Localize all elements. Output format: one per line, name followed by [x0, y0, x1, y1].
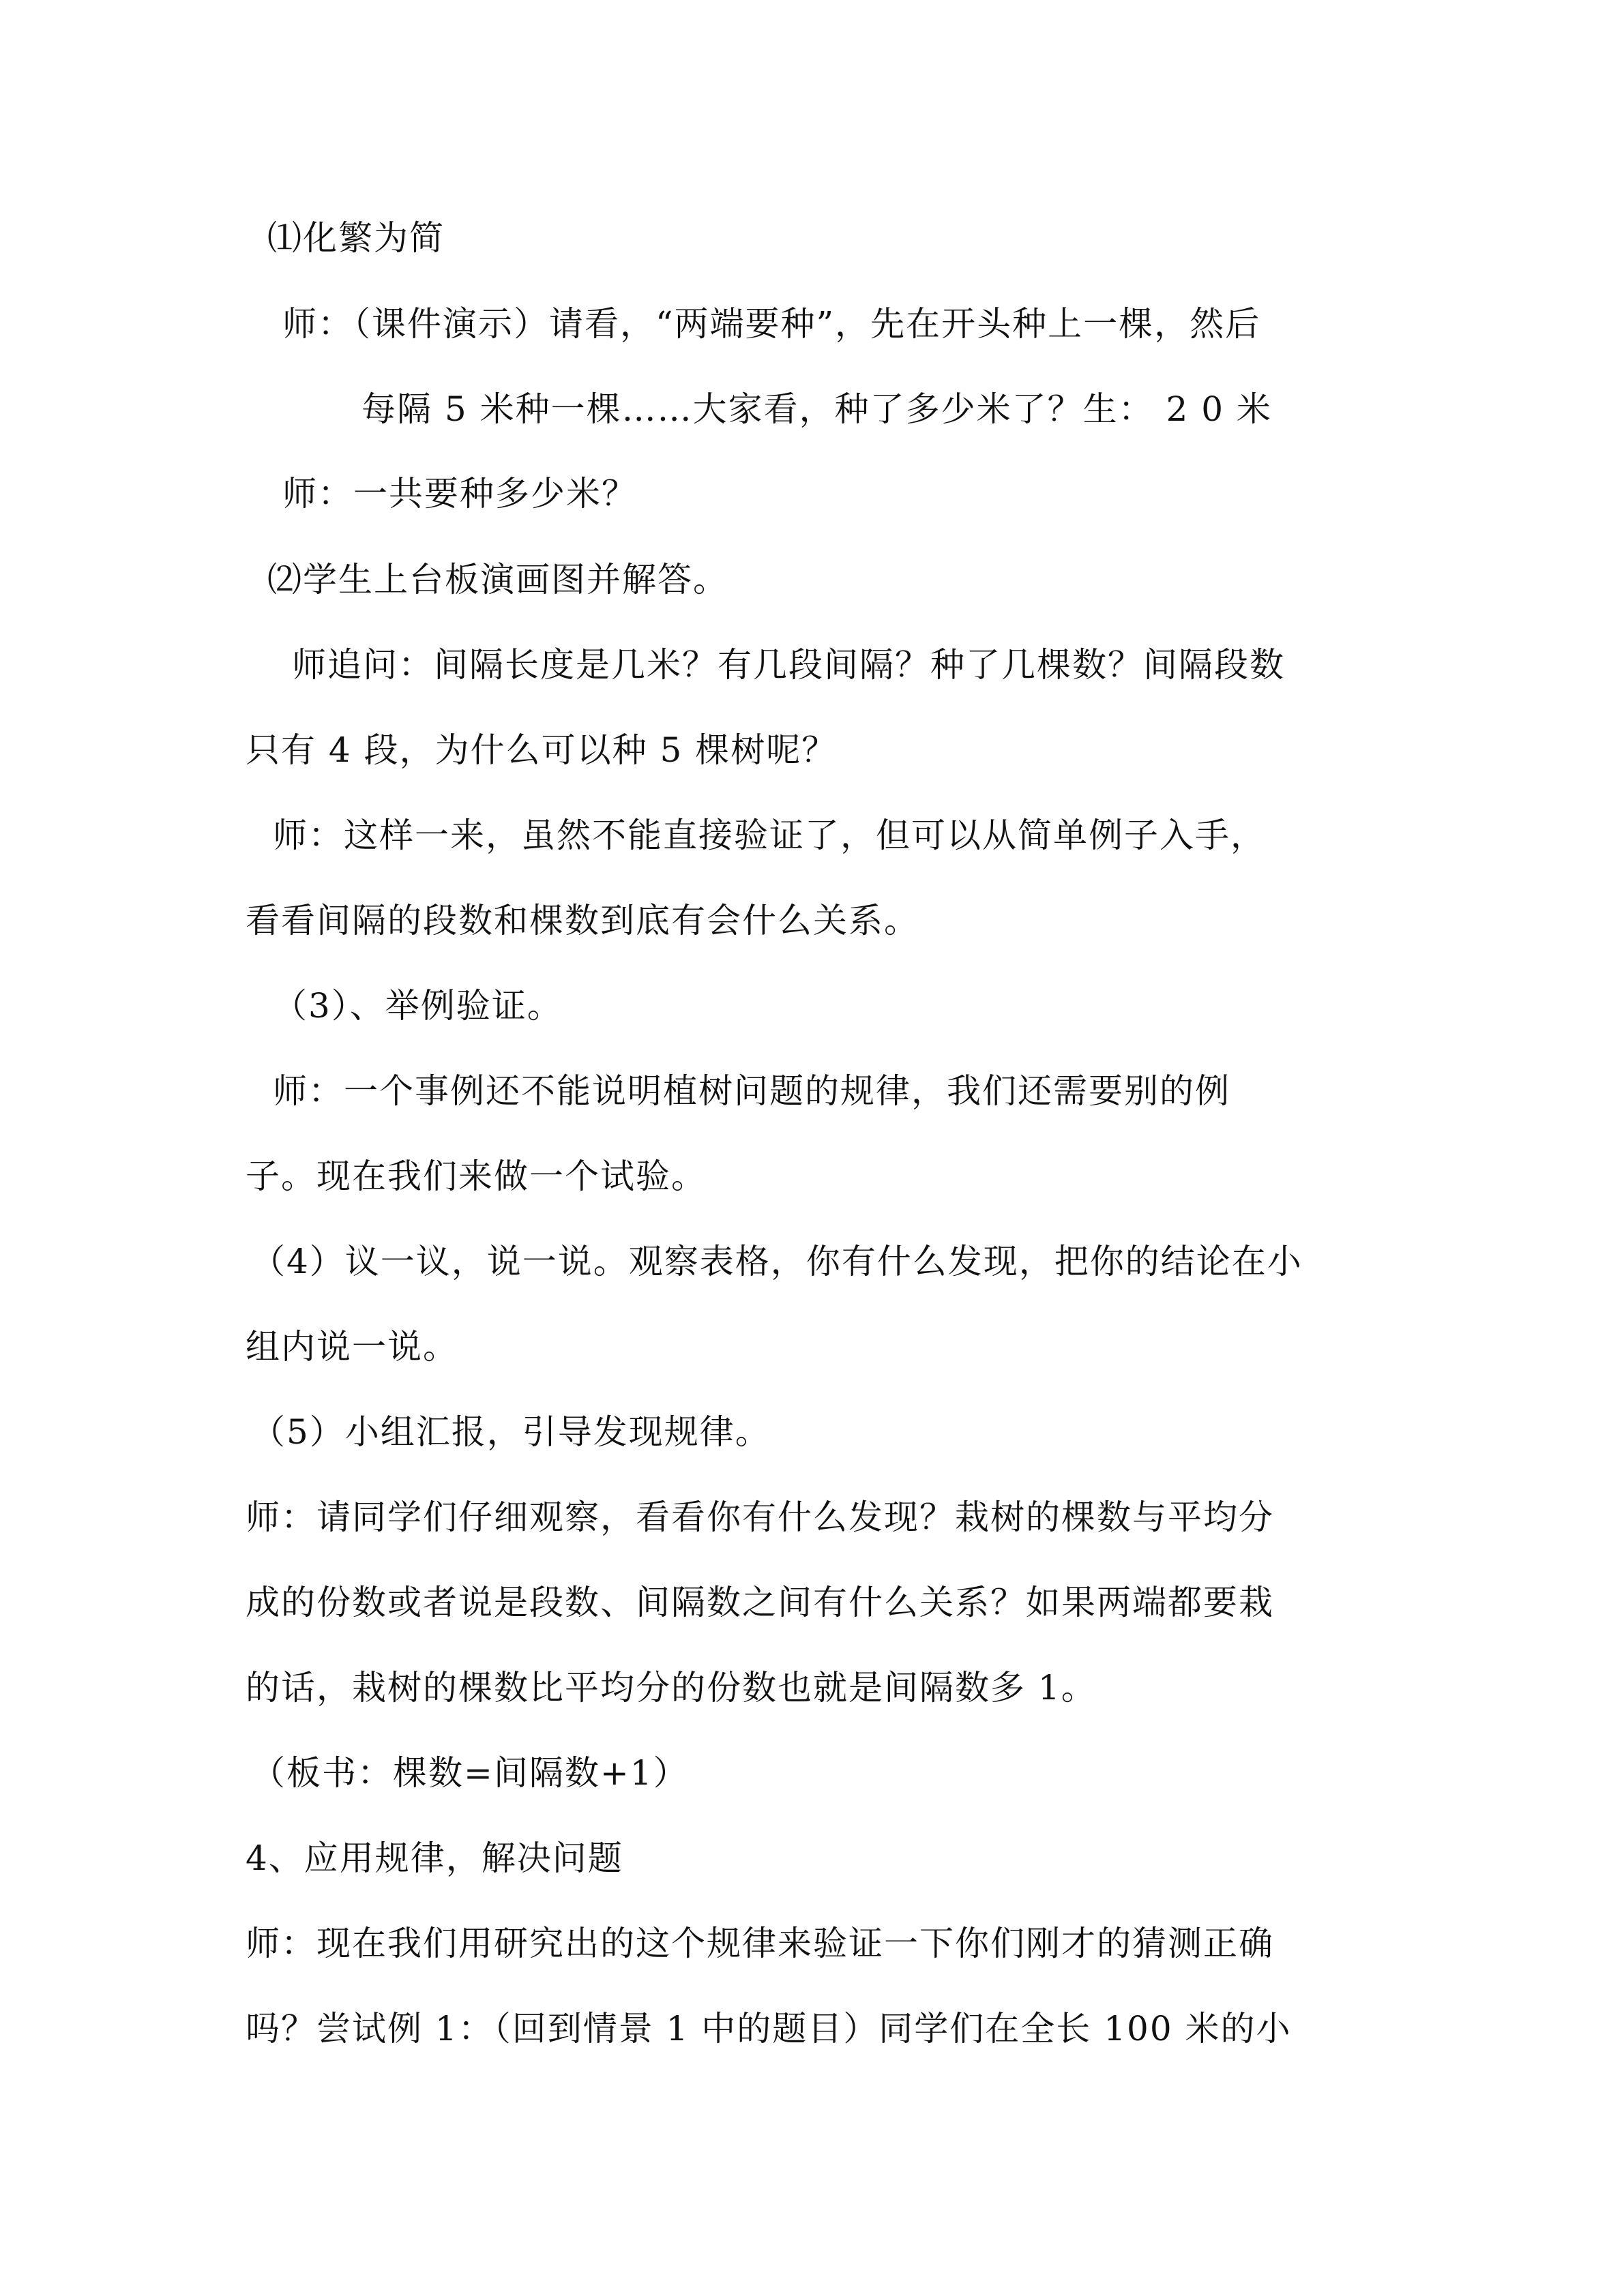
- text-line: 4、应用规律，解决问题: [246, 1838, 623, 1878]
- text-line: （板书：棵数=间隔数+1）: [251, 1753, 689, 1793]
- text-line: 师：一共要种多少米？: [282, 474, 637, 513]
- text-line: 每隔 5 米种一棵……大家看，种了多少米了？生： 2 0 米: [361, 389, 1272, 429]
- text-line: 师：请同学们仔细观察，看看你有什么发现？栽树的棵数与平均分: [246, 1497, 1274, 1537]
- text-line: 成的份数或者说是段数、间隔数之间有什么关系？如果两端都要栽: [246, 1583, 1274, 1622]
- text-line: 的话，栽树的棵数比平均分的份数也就是间隔数多 1。: [246, 1668, 1097, 1708]
- text-line: 看看间隔的段数和棵数到底有会什么关系。: [246, 901, 919, 940]
- text-line: 师：一个事例还不能说明植树问题的规律，我们还需要别的例: [273, 1071, 1230, 1111]
- text-line: （4）议一议，说一说。观察表格，你有什么发现，把你的结论在小: [251, 1242, 1303, 1281]
- text-line: 师：现在我们用研究出的这个规律来验证一下你们刚才的猜测正确: [246, 1924, 1274, 1963]
- text-line: （5）小组汇报，引导发现规律。: [251, 1412, 771, 1452]
- text-line: 子。现在我们来做一个试验。: [246, 1157, 707, 1196]
- text-line: 吗？尝试例 1：（回到情景 1 中的题目）同学们在全长 100 米的小: [246, 2009, 1292, 2048]
- text-line: ⑴化繁为简: [267, 218, 445, 258]
- text-line: 师：（课件演示）请看，“两端要种”，先在开头种上一棵，然后: [282, 304, 1261, 344]
- text-line: （3）、举例验证。: [273, 986, 563, 1026]
- text-line: 组内说一说。: [246, 1327, 458, 1367]
- text-line: ⑵学生上台板演画图并解答。: [267, 560, 728, 599]
- text-line: 只有 4 段，为什么可以种 5 棵树呢？: [246, 730, 838, 770]
- text-line: 师追问：间隔长度是几米？有几段间隔？种了几棵数？间隔段数: [292, 645, 1285, 685]
- text-line: 师：这样一来，虽然不能直接验证了，但可以从简单例子入手，: [273, 816, 1266, 855]
